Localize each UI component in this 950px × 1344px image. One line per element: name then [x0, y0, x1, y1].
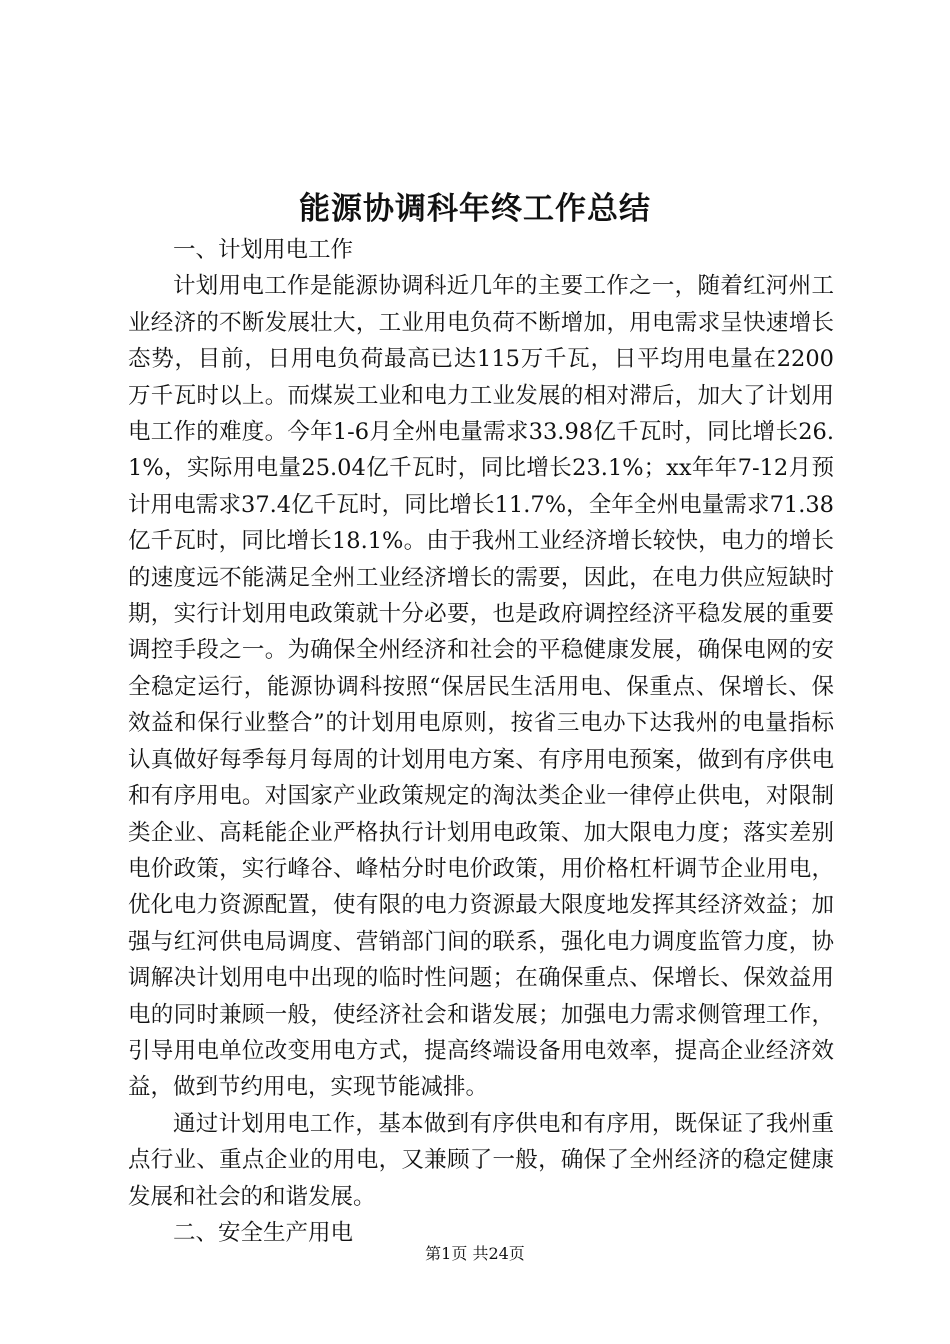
body-paragraph: 计划用电工作是能源协调科近几年的主要工作之一，随着红河州工业经济的不断发展壮大，工业用电负荷不断增加，用电需求呈快速增长态势，目前，日用电负荷最高已达115万千瓦，日平均用电量在2200万千瓦时以上。而煤炭工业和电力工业发展的相对滞后，加大了计划用电工作的难度。今年1-6月全州电量需求33.98亿千瓦时，同比增长26.1%，实际用电量25.04亿千瓦时，同比增长23.1%；xx年年7-12月预计用电需求37.4亿千瓦时，同比增长11.7%，全年全州电量需求71.38亿千瓦时，同比增长18.1%。由于我州工业经济增长较快，电力的增长的速度远不能满足全州工业经济增长的需要，因此，在电力供应短缺时期，实行计划用电政策就十分必要，也是政府调控经济平稳发展的重要调控手段之一。为确保全州经济和社会的平稳健康发展，确保电网的安全稳定运行，能源协调科按照“保居民生活用电、保重点、保增长、保效益和保行业整合”的计划用电原则，按省三电办下达我州的电量指标认真做好每季每月每周的计划用电方案、有序用电预案，做到有序供电和有序用电。对国家产业政策规定的淘汰类企业一律停止供电，对限制类企业、高耗能企业严格执行计划用电政策、加大限电力度；落实差别电价政策，实行峰谷、峰枯分时电价政策，用价格杠杆调节企业用电，优化电力资源配置，使有限的电力资源最大限度地发挥其经济效益；加强与红河供电局调度、营销部门间的联系，强化电力调度监管力度，协调解决计划用电中出现的临时性问题；在确保重点、保增长、保效益用电的同时兼顾一般，使经济社会和谐发展；加强电力需求侧管理工作，引导用电单位改变用电方式，提高终端设备用电效率，提高企业经济效益，做到节约用电，实现节能减排。 — [128, 273, 834, 1101]
section-heading-2: 二、安全生产用电 — [173, 1219, 354, 1246]
body-paragraph: 通过计划用电工作，基本做到有序供电和有序用，既保证了我州重点行业、重点企业的用电，又兼顾了一般，确保了全州经济的稳定健康发展和社会的和谐发展。 — [128, 1110, 834, 1210]
document-body — [128, 232, 834, 1251]
section-heading-1: 一、计划用电工作 — [173, 237, 354, 263]
page-footer: 第1页 共24页 — [425, 1244, 525, 1263]
document-title: 能源协调科年终工作总结 — [299, 191, 651, 227]
